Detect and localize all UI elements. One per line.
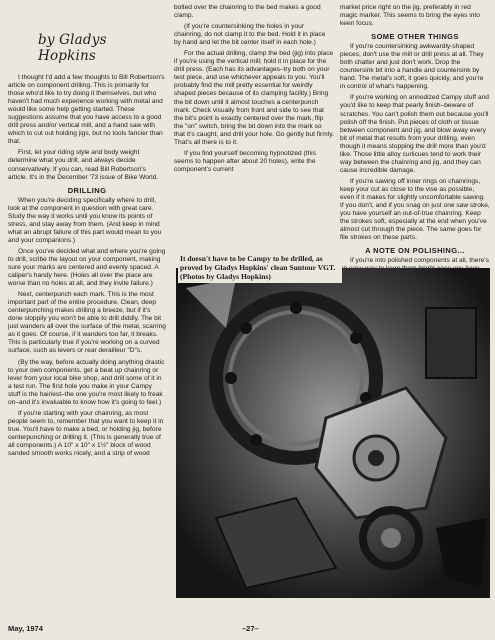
paragraph: bolted over the chainring to the bed makes a good clamp. [174, 4, 321, 20]
section-heading-polishing: A NOTE ON POLISHING... [365, 246, 465, 256]
derailleur-photo-illustration [176, 268, 490, 598]
paragraph: If you find yourself becoming hypnotized (this seems to happen after about 20 holes), write the component's current [174, 149, 316, 173]
section-heading-drilling: DRILLING [67, 185, 107, 195]
column-1 [8, 4, 166, 461]
paragraph: Next, centerpunch each mark. This is the most important part of the entire procedure. Clean, deep centerpunching makes drilling a breeze, but if it's done sloppily you won't be able to drill diddly. The bit just wanders all over the surface of the metal, scarring as it goes. Of course, if it wanders too far, it breaks. This is particularly true if you're working on a curved surface, such as levers or rear derailleur "D"s. [8, 291, 166, 355]
paragraph: (If you're countersinking the holes in your chainring, do not clamp it to the bed. Hold it in place by hand and let the bit center itself in each hole.) [174, 23, 326, 47]
page-number: –27– [242, 624, 259, 633]
derailleur-photo [176, 268, 490, 598]
paragraph: If you're countersinking awkwardly-shaped pieces, don't use the mill or drill press at all. They both chatter and just don't work. Drop the countersink bit into a handle and countersink by hand. The metal's soft, it goes quickly, and you're in control of what's happening. [340, 43, 484, 91]
paragraph: When you're deciding specifically where to drill, look at the component in question with great care. Study the way it works until you know its points of stress, and stay away from them. (And keep in mind what an abrupt failure of this part would mean to you and your companions.) [8, 196, 162, 244]
paragraph: (By the way, before actually doing anything drastic to your own components, get a beat up chainring or lever from your local bike shop, and drill some of it in a test run. The first hole you make in your Campy stuff is the hairiest–the one you're most likely to freak on–and it's invaluable to know how it's going to feel.) [8, 358, 165, 406]
paragraph: I thought I'd add a few thoughts to Bill Robertson's article on component drilling. This is primarily for those who'd like to try doing it themselves, but who haven't had much experience working with metal and would like some help getting started. These suggestions assume that you have access to a good drill press and/or vertical mill, and a hand saw with which to cut out holding jigs, but no tools fancier than that. [8, 74, 165, 146]
paragraph: Once you've decided what and where you're going to drill, scribe the layout on your component, making sure your marks are centered and evenly spaced. A caliper's handy here. (Holes all over the place are worse than no holes at all, and they invite failure.) [8, 247, 166, 288]
paragraph: If you're starting with your chainring, as most people seem to, remember that you want to keep it in true. You'll have to make a bed, or holding jig, before centerpunching or drilling it. (This is generally true of all components.) A 10" x 10" x 1½" block of wood sanded smooth works nicely, and a strip of wood [8, 409, 164, 458]
paragraph: market price right on the jig, preferably in red magic marker. This seems to bring the eyes into keen focus. [340, 4, 480, 28]
byline: by Gladys Hopkins [38, 32, 107, 64]
section-heading-other-things: SOME OTHER THINGS [371, 32, 459, 42]
photo-caption: It doesn't have to be Campy to be drilled, as proved by Gladys Hopkins' clean Suntour VGT. (Photos by Gladys Hopkins) [178, 250, 342, 283]
footer-date: May, 1974 [8, 624, 43, 633]
column-2 [174, 4, 334, 177]
paragraph: If you're into polished components at all, there's [350, 257, 489, 265]
paragraph: If you're sawing off inner rings on chainrings, keep your cut as close to the vise as possible, even if it makes for slightly uncomfortable sawing. If you don't, and if you snag on just one saw stroke, you have yourself an out-of-true chainring. Keep the strokes soft, especially at the end when you've almost cut through the piece. The same goes for file strokes on these parts. [340, 177, 490, 242]
paragraph: For the actual drilling, clamp the bed (jig) into place if you're using the vertical mill; hold it in place for the drill press. (Each has its advantages–try both on your test piece, and use whichever appeals to you. You'll probably find the mill pretty essential for weirdly shaped pieces because of its clamping facility.) Bring the bit down until it almost touches a centerpunch mark. Check visually from front and side to see that the bit's point is exactly centered over the mark, flip the "on" switch, bring the bit down into the mark so that it's caught, and drill your hole. Go gently but firmly. That's all there is to it. [174, 50, 334, 146]
paragraph: If you're working on annodized Campy stuff and you'd like to keep that pearly finish–beware of scratches. You can't polish them out because you'll polish off the finish. Put pieces of cloth or tissue between component and jig, and blow away every bit of metal that results from your drilling, even though it means stopping the drill more than you'd like. Those little alloy curlicues tend to work their way between the chainring and jig, and they can cause incredible damage. [340, 94, 489, 174]
paragraph: First, let your riding style and body weight determine what you drill, and always decide conservatively. If you can, read Bill Robertson's article. It's in the December '73 issue of Bike World. [8, 149, 159, 181]
